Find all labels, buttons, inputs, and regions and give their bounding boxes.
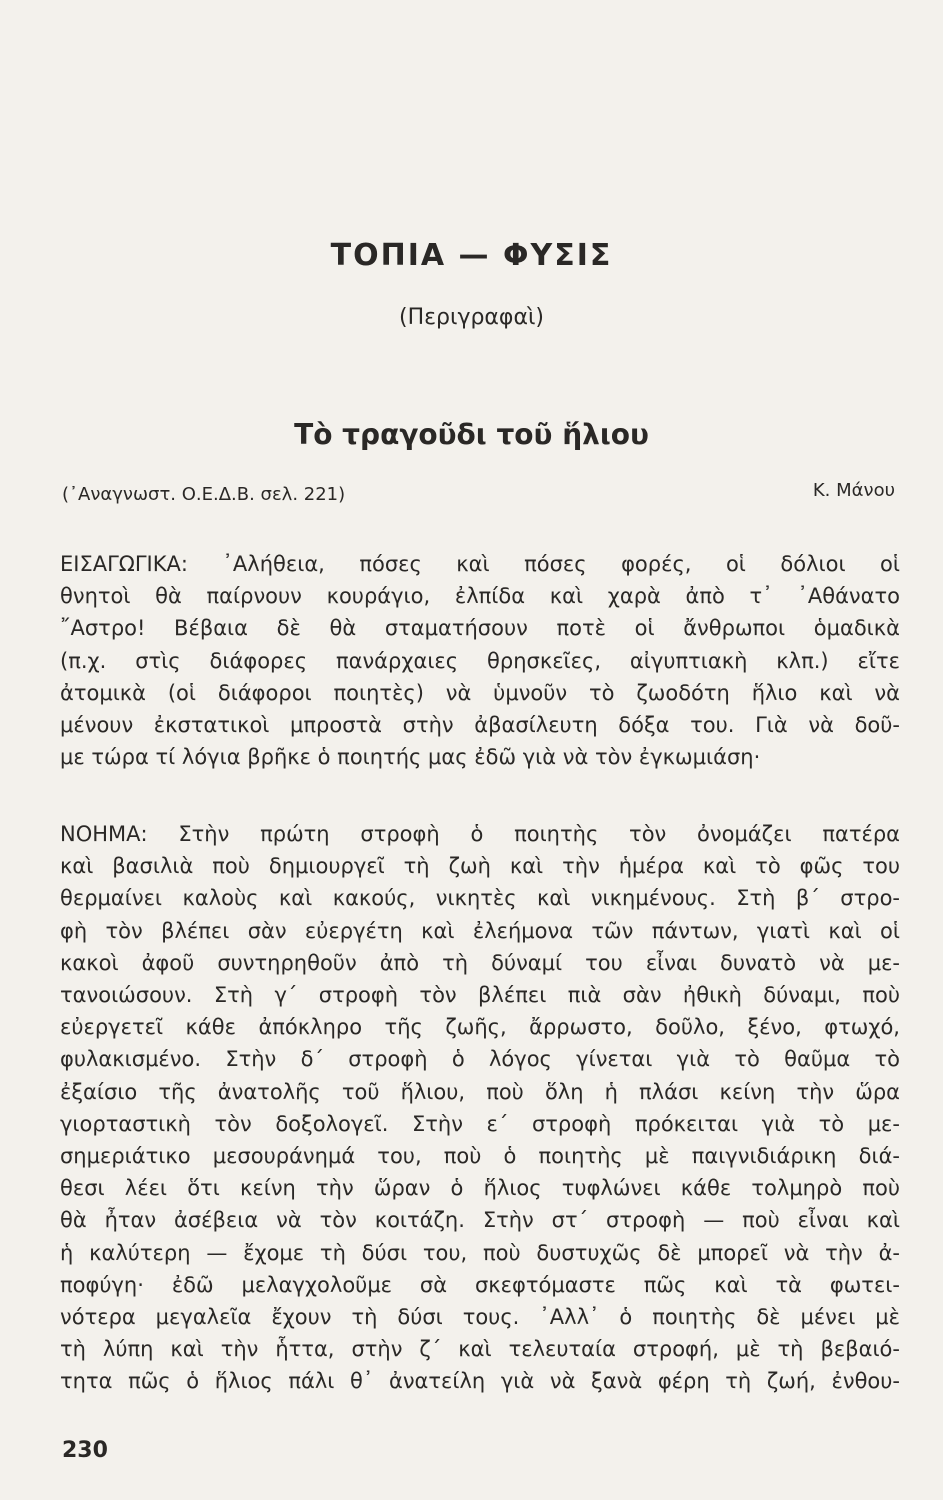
intro-line: θνητοὶ θὰ παίρνουν κουράγιο, ἐλπίδα καὶ χαρὰ ἀπὸ τ᾽ ᾽Αθάνατο [60, 584, 900, 609]
section-subtitle: (Περιγραφαὶ) [399, 305, 544, 330]
page-number: 230 [62, 1438, 108, 1463]
meaning-line: φυλακισμένο. Στὴν δ´ στροφὴ ὁ λόγος γίνεται γιὰ τὸ θαῦμα τὸ [60, 1047, 900, 1072]
poem-title: Τὸ τραγοῦδι τοῦ ἥλιου [294, 418, 649, 451]
meaning-line: εὐεργετεῖ κάθε ἀπόκληρο τῆς ζωῆς, ἄρρωστο, δοῦλο, ξένο, φτωχό, [60, 1015, 900, 1040]
intro-line: με τώρα τί λόγια βρῆκε ὁ ποιητής μας ἐδῶ γιὰ νὰ τὸν ἐγκωμιάση· [60, 745, 761, 770]
meaning-line: τὴ λύπη καὶ τὴν ἧττα, στὴν ζ´ καὶ τελευταία στροφή, μὲ τὴ βεβαιό- [60, 1337, 900, 1362]
meaning-line: ΝΟΗΜΑ: Στὴν πρώτη στροφὴ ὁ ποιητὴς τὸν ὀνομάζει πατέρα [60, 822, 900, 846]
meaning-line: σημεριάτικο μεσουράνημά του, ποὺ ὁ ποιητὴς μὲ παιγνιδιάρικη διά- [60, 1144, 900, 1169]
meaning-line: θερμαίνει καλοὺς καὶ κακούς, νικητὲς καὶ νικημένους. Στὴ β´ στρο- [60, 886, 900, 911]
poem-source: (᾽Αναγνωστ. Ο.Ε.Δ.Β. σελ. 221) [62, 484, 346, 505]
meaning-line: ἡ καλύτερη — ἔχομε τὴ δύσι του, ποὺ δυστυχῶς δὲ μπορεῖ νὰ τὴν ἀ- [60, 1240, 900, 1265]
meaning-line: κακοὶ ἀφοῦ συντηρηθοῦν ἀπὸ τὴ δύναμί του εἶναι δυνατὸ νὰ με- [60, 950, 900, 975]
meaning-line: ἐξαίσιο τῆς ἀνατολῆς τοῦ ἥλιου, ποὺ ὅλη ἡ πλάσι κείνη τὴν ὥρα [60, 1079, 900, 1104]
meaning-line: θὰ ἦταν ἀσέβεια νὰ τὸν κοιτάζη. Στὴν στ´ στροφὴ — ποὺ εἶναι καὶ [60, 1208, 900, 1233]
intro-line: ἀτομικὰ (οἱ διάφοροι ποιητὲς) νὰ ὑμνοῦν τὸ ζωοδότη ἥλιο καὶ νὰ [60, 680, 900, 705]
meaning-paragraph [60, 818, 900, 1398]
meaning-line: ποφύγη· ἐδῶ μελαγχολοῦμε σὰ σκεφτόμαστε πῶς καὶ τὰ φωτει- [60, 1272, 900, 1297]
meaning-line: φὴ τὸν βλέπει σὰν εὐεργέτη καὶ ἐλεήμονα τῶν πάντων, γιατὶ καὶ οἱ [60, 918, 900, 943]
intro-line: ῎Αστρο! Βέβαια δὲ θὰ σταματήσουν ποτὲ οἱ ἄνθρωποι ὁμαδικὰ [60, 616, 900, 641]
poem-author: Κ. Μάνου [812, 480, 895, 501]
intro-line: (π.χ. στὶς διάφορες πανάρχαιες θρησκεῖες, αἰγυπτιακὴ κλπ.) εἴτε [60, 648, 900, 673]
meaning-line: καὶ βασιλιὰ ποὺ δημιουργεῖ τὴ ζωὴ καὶ τὴν ἡμέρα καὶ τὸ φῶς του [60, 854, 900, 879]
section-title: ΤΟΠΙΑ — ΦΥΣΙΣ [330, 238, 613, 273]
intro-paragraph [60, 548, 900, 773]
meaning-line: τητα πῶς ὁ ἥλιος πάλι θ᾽ ἀνατείλη γιὰ νὰ ξανὰ φέρη τὴ ζωή, ἐνθου- [60, 1369, 900, 1394]
intro-line: μένουν ἐκστατικοὶ μπροστὰ στὴν ἀβασίλευτη δόξα του. Γιὰ νὰ δοῦ- [60, 713, 900, 738]
meaning-line: θεσι λέει ὅτι κείνη τὴν ὥραν ὁ ἥλιος τυφλώνει κάθε τολμηρὸ ποὺ [60, 1176, 900, 1201]
meaning-line: τανοιώσουν. Στὴ γ´ στροφὴ τὸν βλέπει πιὰ σὰν ἠθικὴ δύναμι, ποὺ [60, 983, 900, 1008]
intro-line: ΕΙΣΑΓΩΓΙΚΑ: ᾽Αλήθεια, πόσες καὶ πόσες φορές, οἱ δόλιοι οἱ [60, 552, 900, 576]
meaning-line: νότερα μεγαλεῖα ἔχουν τὴ δύσι τους. ᾽Αλλ᾽ ὁ ποιητὴς δὲ μένει μὲ [60, 1305, 900, 1330]
meaning-line: γιορταστικὴ τὸν δοξολογεῖ. Στὴν ε´ στροφὴ πρόκειται γιὰ τὸ με- [60, 1111, 900, 1136]
